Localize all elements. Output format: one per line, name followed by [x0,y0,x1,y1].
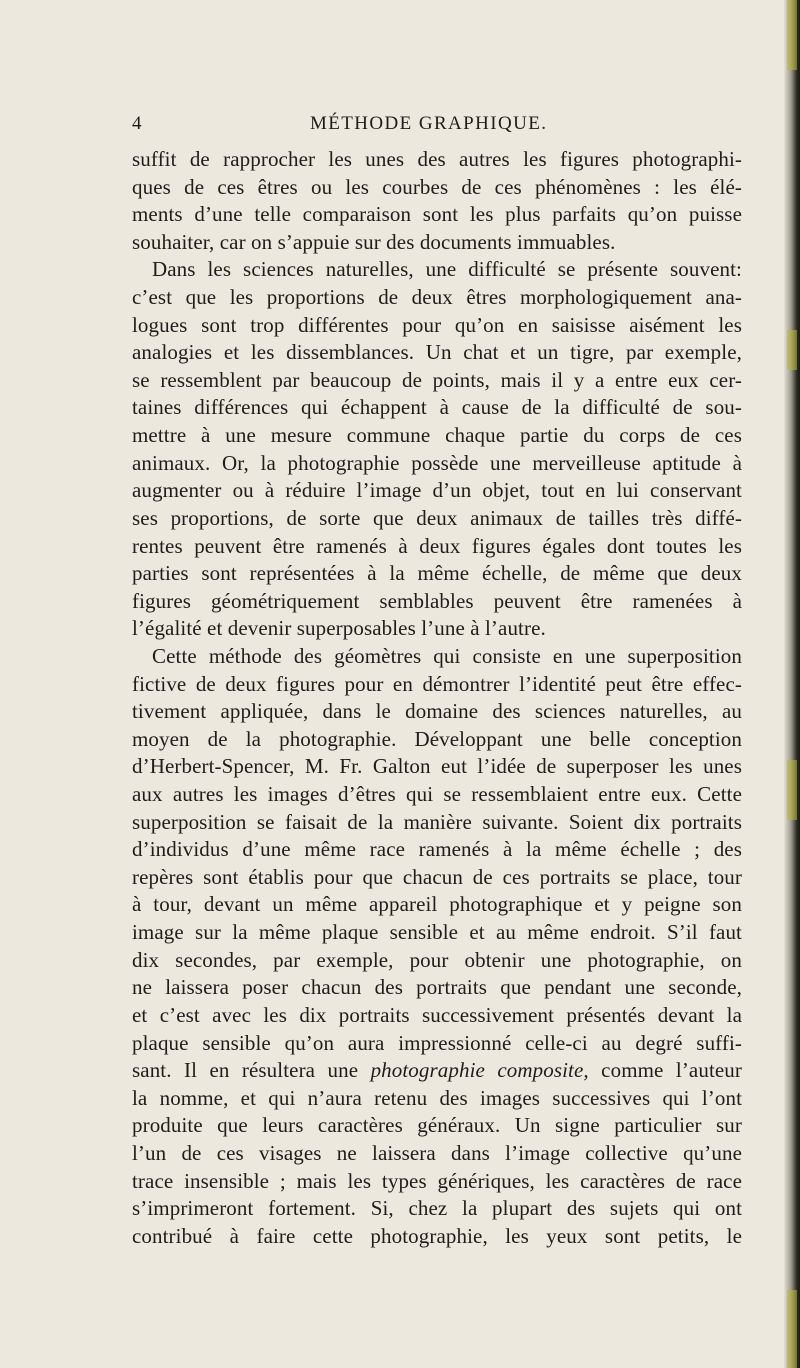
text-line: image sur la même plaque sensible et au même endroit. S’il faut [132,920,742,945]
text-line: Cette méthode des géomètres qui consiste en une superposition [152,643,742,668]
text-line: contribué à faire cette photographie, les yeux sont petits, le [132,1223,742,1248]
text-line: fictive de deux figures pour en démontrer l’identité peut être effec- [132,671,742,696]
text-line: à tour, devant un même appareil photographique et y peigne son [132,892,742,917]
text-line: superposition se faisait de la manière suivante. Soient dix portraits [132,809,742,834]
text-line: d’individus d’une même race ramenés à la même échelle ; des [132,837,742,862]
text-line: moyen de la photographie. Développant une belle conception [132,726,742,751]
text-line: tivement appliquée, dans le domaine des sciences naturelles, au [132,699,742,724]
text-line: dix secondes, par exemple, pour obtenir une photographie, on [132,947,742,972]
text-segment: sant. Il en résultera une [132,1058,371,1083]
text-line: ques de ces êtres ou les courbes de ces phénomènes : les élé- [132,174,742,199]
text-line: taines différences qui échappent à cause de la difficulté de sou- [132,395,742,420]
page-binding-edge [784,0,800,1368]
text-line: trace insensible ; mais les types génériques, les caractères de race [132,1168,742,1193]
text-line: ments d’une telle comparaison sont les plus parfaits qu’on puisse [132,202,742,227]
page-number: 4 [132,113,142,134]
text-line [132,1057,742,1085]
text-line: s’imprimeront fortement. Si, chez la plupart des sujets qui ont [132,1196,742,1221]
binding-stain [787,760,797,820]
text-line: repères sont établis pour que chacun de ces portraits se place, tour [132,864,742,889]
text-segment: comme l’auteur [588,1058,743,1083]
text-line: ses proportions, de sorte que deux animaux de tailles très diffé- [132,505,742,530]
text-line: augmenter ou à réduire l’image d’un objet, tout en lui conservant [132,478,742,503]
binding-stain [787,330,797,370]
text-line: produite que leurs caractères généraux. Un signe particulier sur [132,1113,742,1138]
text-line: l’égalité et devenir superposables l’une à l’autre. [132,616,546,641]
body-text [132,146,742,1250]
text-line: d’Herbert-Spencer, M. Fr. Galton eut l’idée de superposer les unes [132,754,742,779]
text-line: parties sont représentées à la même échelle, de même que deux [132,561,742,586]
text-line: aux autres les images d’êtres qui se ressemblaient entre eux. Cette [132,782,742,807]
text-line: logues sont trop différentes pour qu’on en saisisse aisément les [132,312,742,337]
text-line: souhaiter, car on s’appuie sur des documents immuables. [132,229,616,254]
text-line: se ressemblent par beaucoup de points, mais il y a entre eux cer- [132,367,742,392]
text-line: c’est que les proportions de deux êtres morphologiquement ana- [132,285,742,310]
text-line: ne laissera poser chacun des portraits que pendant une seconde, [132,975,742,1000]
text-line: et c’est avec les dix portraits successivement présentés devant la [132,1002,742,1027]
text-line: l’un de ces visages ne laissera dans l’image collective qu’une [132,1140,742,1165]
text-line: plaque sensible qu’on aura impressionné celle-ci au degré suffi- [132,1030,742,1055]
text-line: animaux. Or, la photographie possède une merveilleuse aptitude à [132,450,742,475]
text-line: Dans les sciences naturelles, une difficulté se présente souvent: [152,257,742,282]
text-line: figures géométriquement semblables peuvent être ramenées à [132,588,742,613]
text-line: analogies et les dissemblances. Un chat et un tigre, par exemple, [132,340,742,365]
text-line: la nomme, et qui n’aura retenu des images successives qui l’ont [132,1085,742,1110]
running-head [132,112,742,136]
binding-stain [787,0,797,70]
text-line: rentes peuvent être ramenés à deux figures égales dont toutes les [132,533,742,558]
text-line: suffit de rapprocher les unes des autres les figures photographi- [132,147,742,171]
emphasized-term: photographie composite, [370,1058,589,1083]
text-line: mettre à une mesure commune chaque partie du corps de ces [132,423,742,448]
binding-stain [787,1290,797,1368]
running-title: MÉTHODE GRAPHIQUE. [310,113,548,134]
